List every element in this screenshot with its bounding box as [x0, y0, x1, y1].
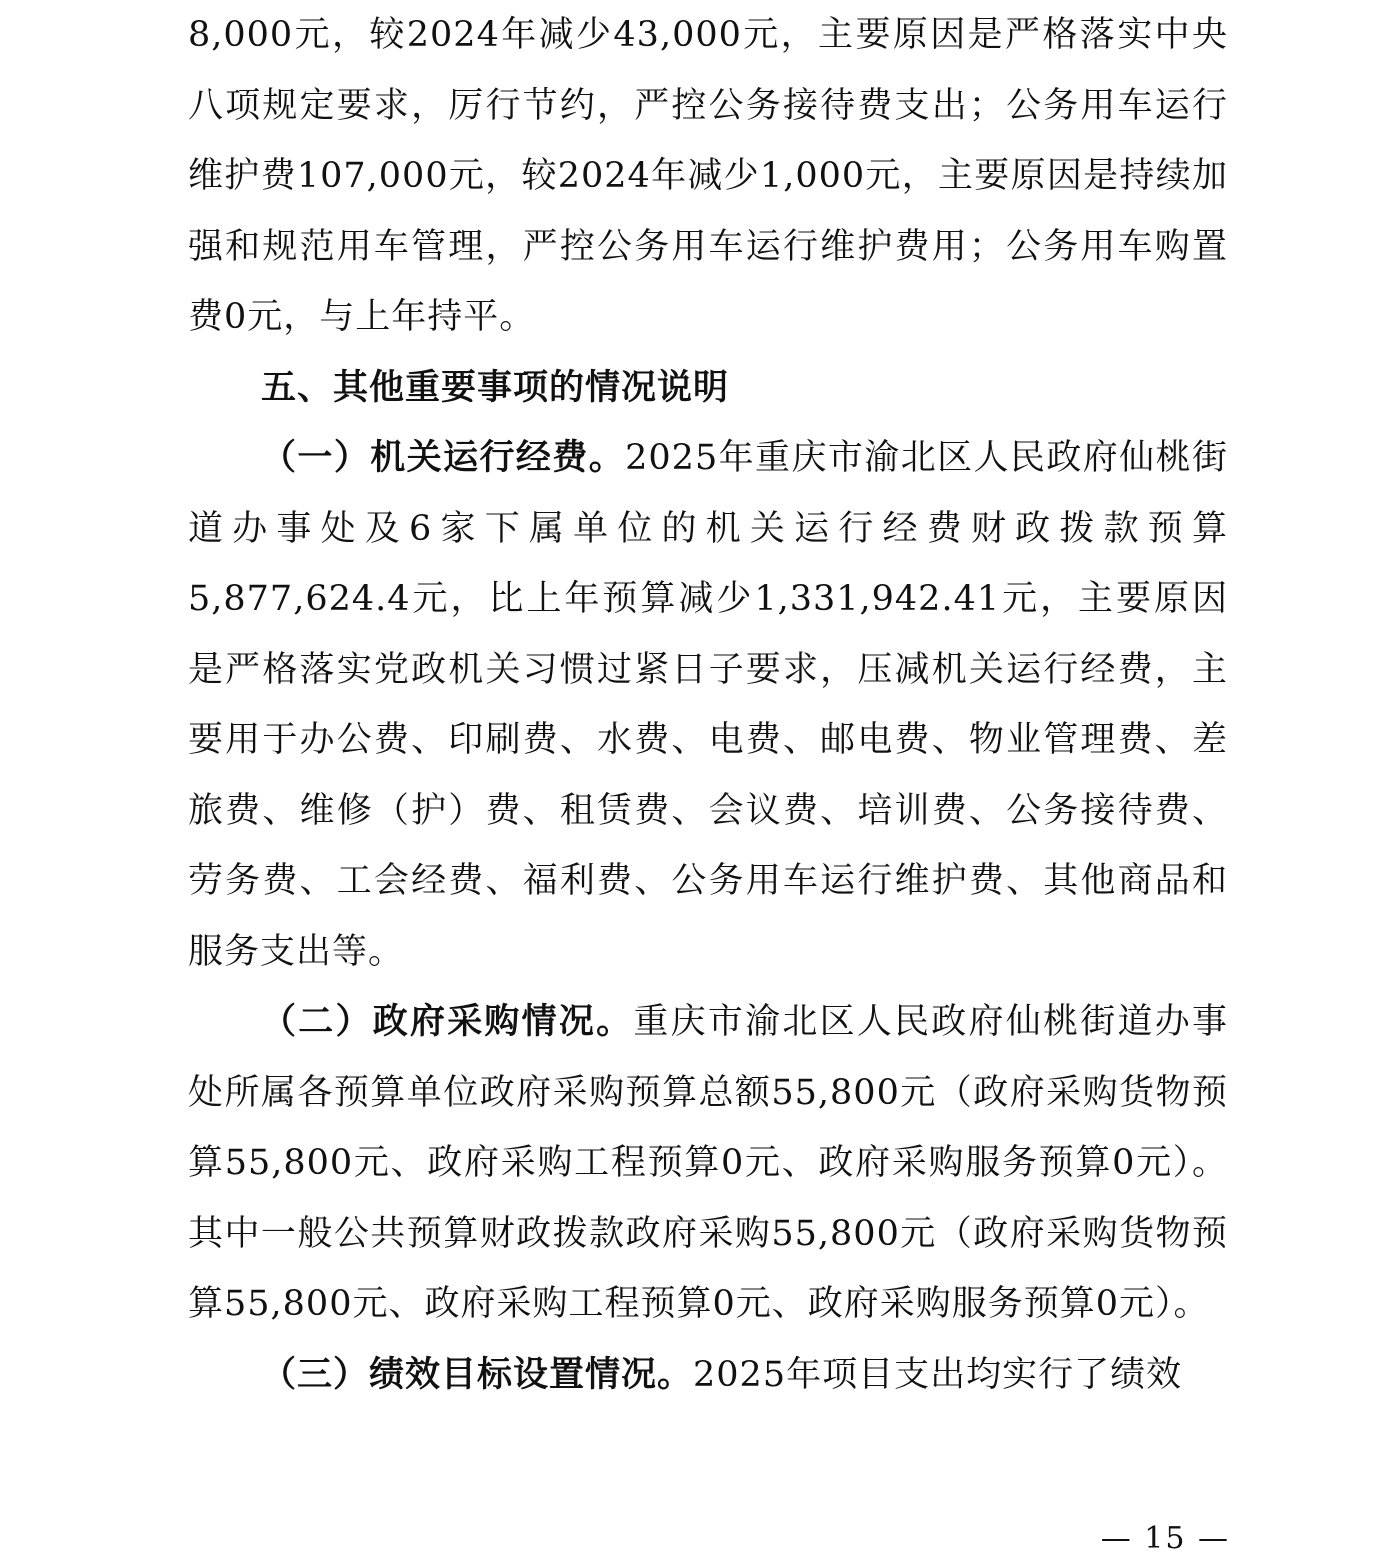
item1-body: 2025年重庆市渝北区人民政府仙桃街道办事处及6家下属单位的机关运行经费财政拨款预算5,877,624.4元，比上年预算减少1,331,942.41元，主要原因是严格落实党政机关习惯过紧日子要求，压减机关运行经费，主要用于办公费、印刷费、水费、电费、邮电费、物业管理费、差旅费、维修（护）费、租赁费、会议费、培训费、公务接待费、劳务费、工会经费、福利费、公务用车运行维护费、其他商品和服务支出等。 — [188, 438, 1228, 972]
paragraph-item2 — [188, 987, 1228, 1340]
item3-body: 2025年项目支出均实行了绩效 — [693, 1354, 1183, 1395]
section-heading: 五、其他重要事项的情况说明 — [261, 367, 730, 408]
item3-heading: （三）绩效目标设置情况。 — [261, 1353, 694, 1395]
item2-body: 重庆市渝北区人民政府仙桃街道办事处所属各预算单位政府采购预算总额55,800元（政府采购货物预算55,800元、政府采购工程预算0元、政府采购服务预算0元）。其中一般公共预算财政拨款政府采购55,800元（政府采购货物预算55,800元、政府采购工程预算0元、政府采购服务预算0元）。 — [188, 1002, 1228, 1324]
document-body — [188, 0, 1228, 1410]
item1-heading: （一）机关运行经费。 — [261, 437, 626, 478]
paragraph-item1 — [188, 423, 1228, 987]
page-number: — 15 — — [1100, 1521, 1230, 1556]
item2-heading: （二）政府采购情况。 — [261, 1001, 634, 1042]
paragraph-continuation: 8,000元，较2024年减少43,000元，主要原因是严格落实中央八项规定要求，厉行节约，严控公务接待费支出；公务用车运行维护费107,000元，较2024年减少1,000元，主要原因是持续加强和规范用车管理，严控公务用车运行维护费用；公务用车购置费0元，与上年持平。 — [188, 15, 1228, 337]
paragraph-item3 — [188, 1340, 1228, 1411]
